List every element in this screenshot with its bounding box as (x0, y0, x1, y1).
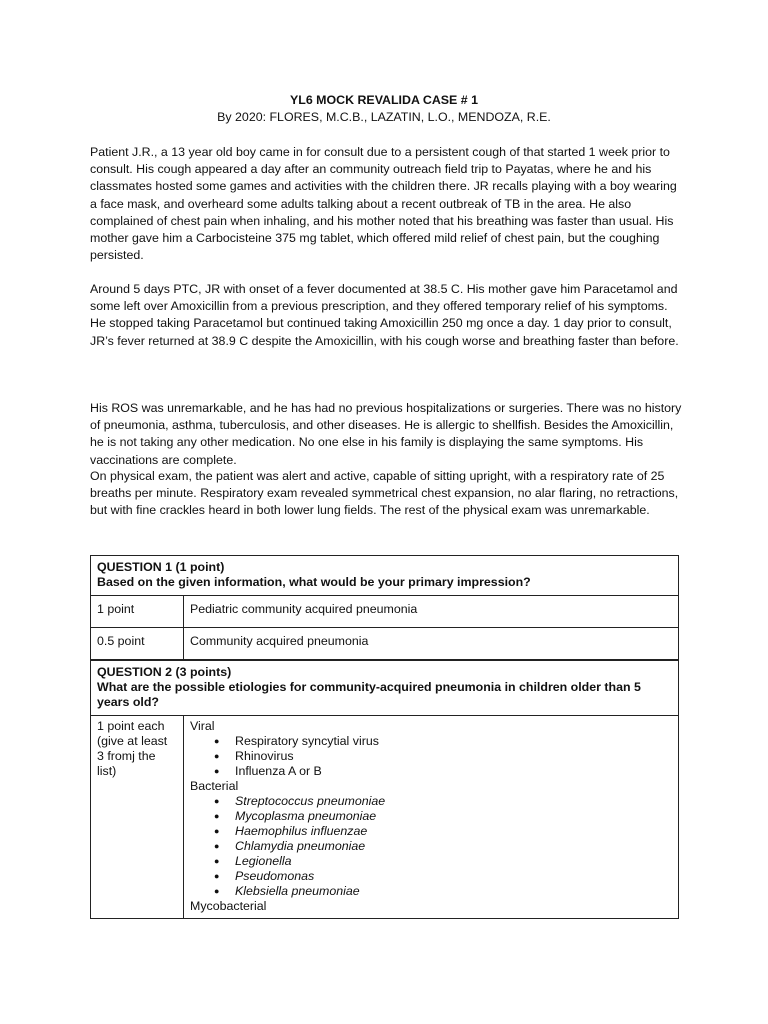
etiology-list (184, 716, 679, 919)
document-title: YL6 MOCK REVALIDA CASE # 1 (290, 93, 478, 107)
viral-list (190, 734, 672, 779)
list-item: Legionella (235, 854, 292, 868)
question-1-header (91, 556, 679, 596)
list-item-bullet (214, 794, 672, 809)
list-item: Chlamydia pneumoniae (235, 839, 366, 853)
question-2-header (91, 660, 679, 716)
answer-text: Pediatric community acquired pneumonia (184, 596, 679, 628)
question-2-title: QUESTION 2 (3 points) (97, 665, 232, 679)
answer-row (91, 716, 679, 919)
mycobacterial-label: Mycobacterial (190, 899, 267, 913)
case-paragraph-1: Patient J.R., a 13 year old boy came in for consult due to a persistent cough of that started 1 week prior to consult. His cough appeared a day after an community outreach field trip to Payatas, where he and his classmates hosted some games and activities with the children there. JR recalls playing with a boy wearing a face mask, and overheard some adults talking about a recent outbreak of TB in the area. He also complained of chest pain when inhaling, and his mother noted that his breathing was faster than usual. His mother gave him a Carbocisteine 375 mg tablet, which offered mild relief of chest pain, but the coughing persisted. (90, 145, 677, 263)
bacterial-list (190, 794, 672, 899)
list-item: ● Respiratory syncytial virus (214, 734, 672, 749)
answer-points: 1 point (91, 596, 184, 628)
answer-text: Community acquired pneumonia (184, 628, 679, 661)
list-item-bullet (214, 854, 672, 869)
question-2-text: What are the possible etiologies for community-acquired pneumonia in children older than 5 years old? (97, 680, 641, 709)
list-item: Klebsiella pneumoniae (235, 884, 360, 898)
list-item-bullet (214, 839, 672, 854)
list-item: ● Influenza A or B (214, 764, 672, 779)
list-item-bullet (214, 884, 672, 899)
document-authors: By 2020: FLORES, M.C.B., LAZATIN, L.O., MENDOZA, R.E. (217, 110, 551, 124)
list-item-bullet (214, 869, 672, 884)
answer-points: 1 point each (give at least 3 fromj the list) (91, 716, 184, 919)
bacterial-label: Bacterial (190, 779, 239, 793)
viral-label: Viral (190, 719, 215, 733)
list-item: Streptococcus pneumoniae (235, 794, 386, 808)
answer-row (91, 596, 679, 628)
list-item-bullet (214, 824, 672, 839)
question-1-cell (91, 556, 679, 596)
questions-table (90, 555, 679, 919)
question-1-text: Based on the given information, what would be your primary impression? (97, 575, 531, 589)
case-paragraph-4: On physical exam, the patient was alert and active, capable of sitting upright, with a respiratory rate of 25 breaths per minute. Respiratory exam revealed symmetrical chest expansion, no alar flaring, no retractions, but with fine crackles heard in both lower lung fields. The rest of the physical exam was unremarkable. (90, 469, 679, 518)
list-item: Pseudomonas (235, 869, 315, 883)
question-1-title: QUESTION 1 (1 point) (97, 560, 225, 574)
case-paragraph-2: Around 5 days PTC, JR with onset of a fever documented at 38.5 C. His mother gave him Paracetamol and some left over Amoxicillin from a previous prescription, and they offered temporary relief of his symptoms. He stopped taking Paracetamol but continued taking Amoxicillin 250 mg once a day. 1 day prior to consult, JR’s fever returned at 38.9 C despite the Amoxicillin, with his cough worse and breathing faster than before. (90, 282, 679, 348)
case-paragraph-3: His ROS was unremarkable, and he has had no previous hospitalizations or surgeries. There was no history of pneumonia, asthma, tuberculosis, and other diseases. He is allergic to shellfish. Besides the Amoxicillin, he is not taking any other medication. No one else in his family is displaying the same symptoms. His vaccinations are complete. (90, 401, 682, 467)
list-item: Mycoplasma pneumoniae (235, 809, 377, 823)
answer-row (91, 628, 679, 661)
answer-points: 0.5 point (91, 628, 184, 661)
list-item: ● Rhinovirus (214, 749, 672, 764)
list-item: Haemophilus influenzae (235, 824, 368, 838)
question-2-cell (91, 660, 679, 716)
list-item-bullet (214, 809, 672, 824)
